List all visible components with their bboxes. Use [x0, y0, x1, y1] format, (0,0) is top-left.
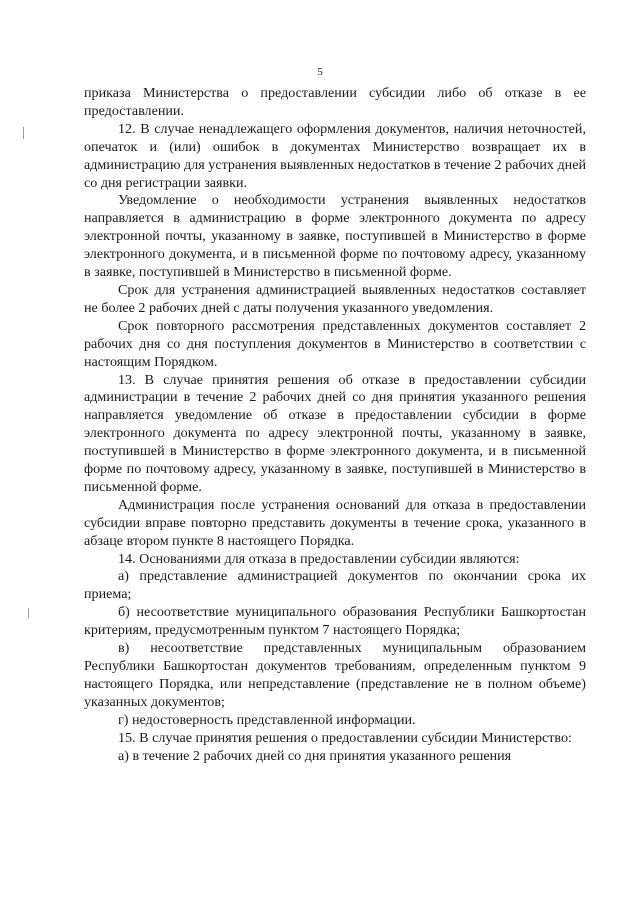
- paragraph-13: 13. В случае принятия решения об отказе в предоставлении субсидии администрации в течение 2 рабочих дней со дня принятия указанного решения направляется уведомление об отказе в предоставлении субсидии в форме электронного документа по адресу электронной почты, указанному в заявке, поступившей в Министерство в форме электронного документа, и в письменной форме по почтовому адресу, указанному в заявке, поступившей в Министерство в письменной форме.: [84, 371, 586, 495]
- paragraph-notification: Уведомление о необходимости устранения выявленных недостатков направляется в администрацию в форме электронного документа по адресу электронной почты, указанному в заявке, поступившей в Министерство в форме электронного документа, и в письменной форме по почтовому адресу, указанному в заявке, поступившей в Министерство в письменной форме.: [84, 192, 586, 281]
- paragraph-review-term: Срок повторного рассмотрения представленных документов составляет 2 рабочих дня со дня поступления документов в Министерство в соответствии с настоящим Порядком.: [84, 317, 586, 370]
- paragraph-14-g: г) недостоверность представленной информации.: [118, 711, 416, 728]
- document-body: [84, 85, 586, 765]
- paragraph-14-b: б) несоответствие муниципального образования Республики Башкортостан критериям, предусмотренным пунктом 7 настоящего Порядка;: [84, 604, 586, 639]
- margin-mark-left-lower: [28, 608, 29, 618]
- paragraph-correction-term: Срок для устранения администрацией выявленных недостатков составляет не более 2 рабочих дней с даты получения указанного уведомления.: [84, 281, 586, 316]
- paragraph-15: 15. В случае принятия решения о предоставлении субсидии Министерство:: [118, 729, 572, 746]
- paragraph-continuation: приказа Министерства о предоставлении субсидии либо об отказе в ее предоставлении.: [84, 85, 586, 119]
- paragraph-15-a: а) в течение 2 рабочих дней со дня принятия указанного решения: [118, 747, 512, 764]
- paragraph-12: 12. В случае ненадлежащего оформления документов, наличия неточностей, опечаток и (или) ошибок в документах Министерство возвращает их в администрацию для устранения выявленных недостатков в течение 2 рабочих дней со дня регистрации заявки.: [84, 120, 586, 191]
- paragraph-resubmission: Администрация после устранения оснований для отказа в предоставлении субсидии вправе повторно представить документы в течение срока, указанного в абзаце втором пункте 8 настоящего Порядка.: [84, 496, 586, 549]
- page-number: 5: [317, 66, 323, 78]
- paragraph-14-v: в) несоответствие представленных муниципальным образованием Республики Башкортостан документов требованиям, определенным пунктом 9 настоящего Порядка, или непредставление (представление не в полном объеме) указанных документов;: [84, 640, 586, 710]
- paragraph-14-a: а) представление администрацией документов по окончании срока их приема;: [84, 568, 586, 603]
- margin-mark-left: [23, 127, 24, 139]
- paragraph-14: 14. Основаниями для отказа в предоставлении субсидии являются:: [118, 550, 520, 567]
